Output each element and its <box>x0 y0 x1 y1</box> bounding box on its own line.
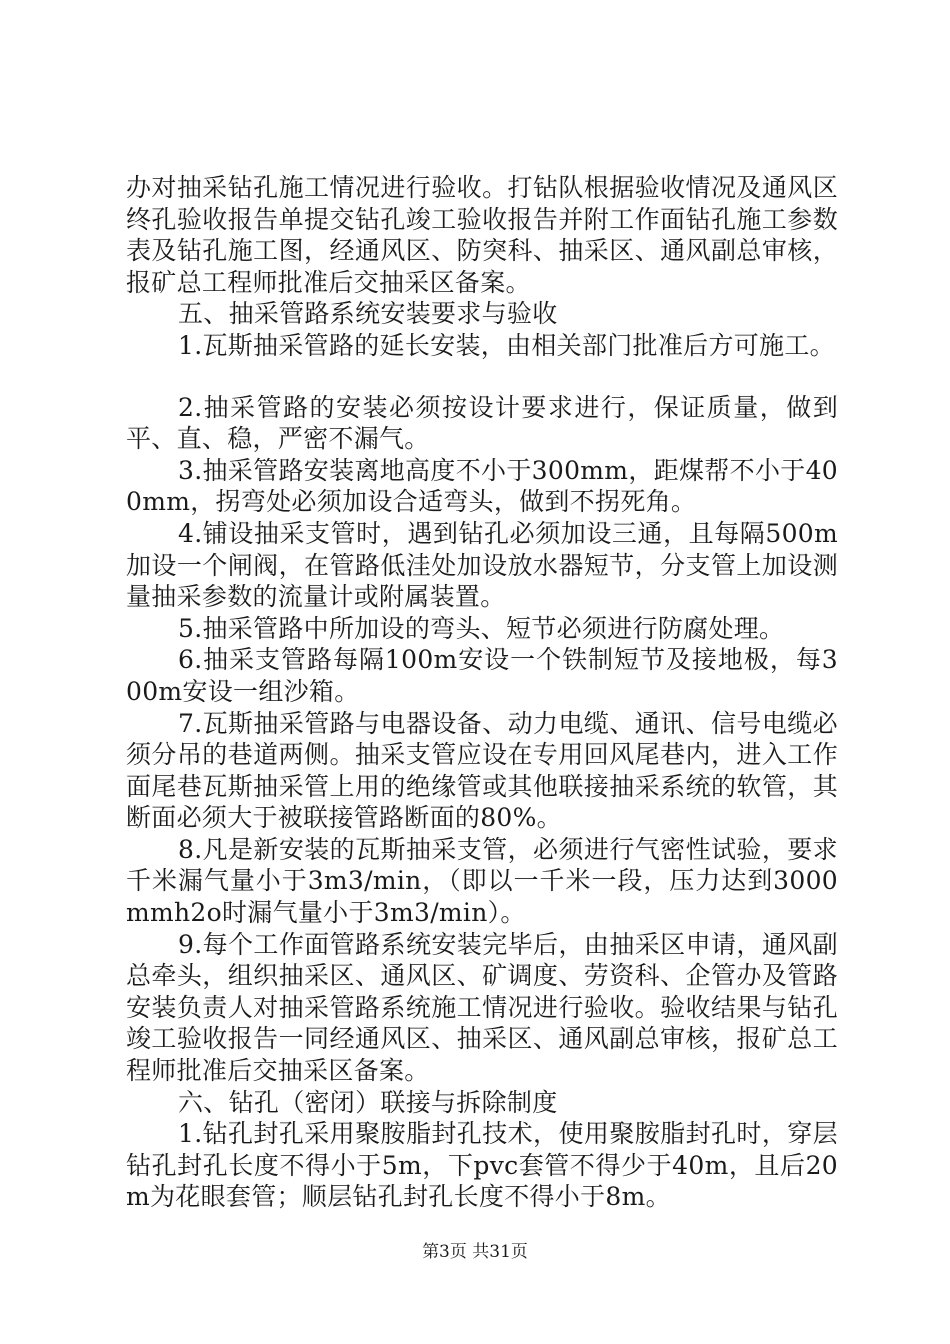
paragraph-item-6-1: 1.钻孔封孔采用聚胺脂封孔技术，使用聚胺脂封孔时，穿层钻孔封孔长度不得小于5m，下pvc套管不得少于40m，且后20m为花眼套管；顺层钻孔封孔长度不得小于8m。 <box>126 1119 838 1212</box>
paragraph-item-5-6: 6.抽采支管路每隔100m安设一个铁制短节及接地极，每300m安设一组沙箱。 <box>126 645 838 706</box>
paragraph-item-5-9: 9.每个工作面管路系统安装完毕后，由抽采区申请，通风副总牵头，组织抽采区、通风区、矿调度、劳资科、企管办及管路安装负责人对抽采管路系统施工情况进行验收。验收结果与钻孔竣工验收报告一同经通风区、抽采区、通风副总审核，报矿总工程师批准后交抽采区备案。 <box>126 929 838 1086</box>
paragraph-item-5-5: 5.抽采管路中所加设的弯头、短节必须进行防腐处理。 <box>178 613 785 643</box>
paragraph-item-5-4: 4.铺设抽采支管时，遇到钻孔必须加设三通，且每隔500m加设一个闸阀，在管路低洼处加设放水器短节，分支管上加设测量抽采参数的流量计或附属装置。 <box>126 518 838 612</box>
page-footer: 第3页 共31页 <box>422 1242 528 1262</box>
paragraph-item-5-1: 1.瓦斯抽采管路的延长安装，由相关部门批准后方可施工。 <box>178 330 835 360</box>
paragraph-item-5-2: 2.抽采管路的安装必须按设计要求进行，保证质量，做到平、直、稳，严密不漏气。 <box>126 392 838 454</box>
paragraph-item-5-7: 7.瓦斯抽采管路与电器设备、动力电缆、通讯、信号电缆必须分吊的巷道两侧。抽采支管应设在专用回风尾巷内，进入工作面尾巷瓦斯抽采管上用的绝缘管或其他联接抽采系统的软管，其断面必须大于被联接管路断面的80%。 <box>126 708 838 833</box>
section-heading-five: 五、抽采管路系统安装要求与验收 <box>178 299 558 329</box>
paragraph-item-5-3: 3.抽采管路安装离地高度不小于300mm，距煤帮不小于400mm，拐弯处必须加设合适弯头，做到不拐死角。 <box>126 455 838 517</box>
paragraph-gap <box>126 362 838 392</box>
document-body <box>126 172 838 1213</box>
paragraph-item-5-8: 8.凡是新安装的瓦斯抽采支管，必须进行气密性试验，要求千米漏气量小于3m3/min，（即以一千米一段，压力达到3000mmh2o时漏气量小于3m3/min）。 <box>126 834 838 928</box>
section-heading-six: 六、钻孔（密闭）联接与拆除制度 <box>178 1087 558 1117</box>
paragraph-continuation: 办对抽采钻孔施工情况进行验收。打钻队根据验收情况及通风区终孔验收报告单提交钻孔竣工验收报告并附工作面钻孔施工参数表及钻孔施工图，经通风区、防突科、抽采区、通风副总审核，报矿总工程师批准后交抽采区备案。 <box>126 173 838 297</box>
